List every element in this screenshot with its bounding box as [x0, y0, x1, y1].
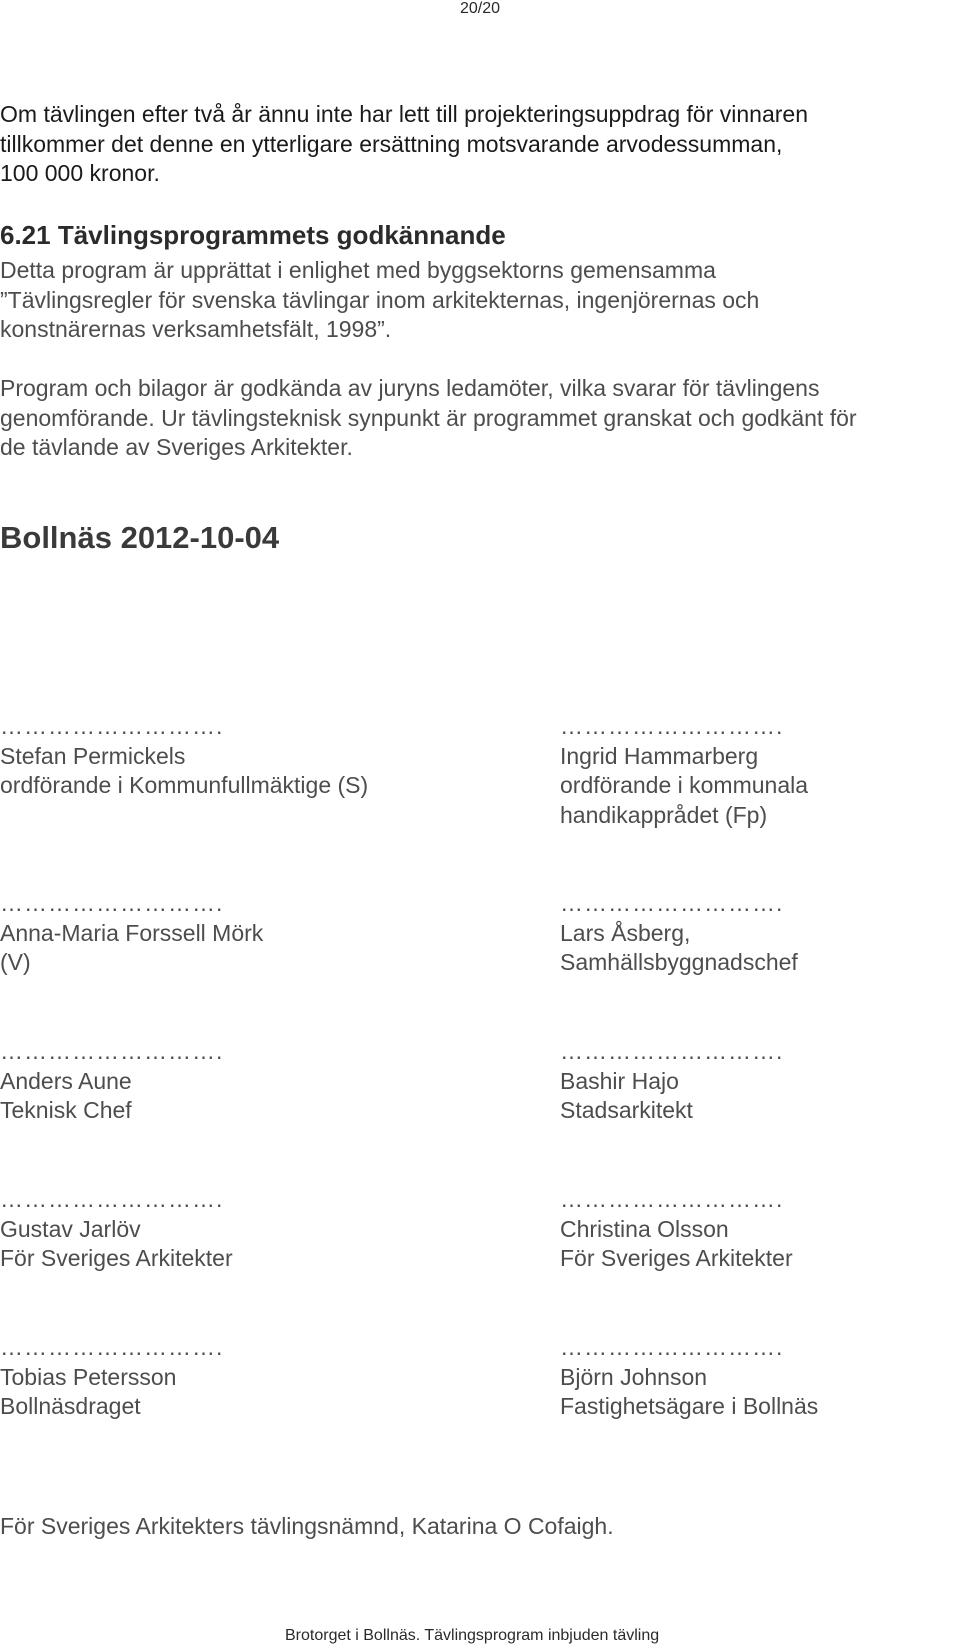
signature-line: ……………………….	[560, 890, 784, 916]
signatory-role: Teknisk Chef	[0, 1097, 132, 1123]
signatory-role: handikapprådet (Fp)	[560, 801, 768, 828]
signatory-name: Anders Aune	[0, 1067, 132, 1094]
jury-paragraph	[0, 374, 940, 463]
signatory-role: Stadsarkitekt	[560, 1097, 693, 1123]
signatory-role: ordförande i kommunala	[560, 772, 809, 798]
signature-block	[560, 889, 960, 978]
signatory-role: (V)	[0, 949, 31, 975]
signatory-name: Christina Olsson	[560, 1215, 729, 1242]
signatory-name: Gustav Jarlöv	[0, 1215, 141, 1242]
signature-line: ……………………….	[0, 890, 224, 916]
paragraph-line: konstnärernas verksamhetsfält, 1998”.	[0, 316, 392, 342]
signatory-role: Bollnäsdraget	[0, 1393, 141, 1419]
signature-block	[0, 889, 420, 978]
signature-line: ……………………….	[560, 1186, 784, 1212]
place-date: Bollnäs 2012-10-04	[0, 520, 280, 555]
signature-block	[560, 1037, 960, 1126]
signatory-role: Fastighetsägare i Bollnäs	[560, 1393, 819, 1419]
paragraph-line: de tävlande av Sveriges Arkitekter.	[0, 434, 353, 460]
signature-line: ……………………….	[0, 1334, 224, 1360]
paragraph-line: Program och bilagor är godkända av juryns ledamöter, vilka svarar för tävlingens	[0, 375, 820, 401]
intro-line: Om tävlingen efter två år ännu inte har lett till projekteringsuppdrag för vinnaren	[0, 101, 808, 127]
signatory-name: Stefan Permickels	[0, 742, 186, 769]
signature-line: ……………………….	[0, 713, 224, 739]
signature-block	[560, 1333, 960, 1422]
signatory-name: Tobias Petersson	[0, 1363, 177, 1390]
page-footer: Brotorget i Bollnäs. Tävlingsprogram inbjuden tävling	[285, 1627, 660, 1644]
page-number: 20/20	[459, 0, 501, 17]
signatory-role: För Sveriges Arkitekter	[0, 1245, 233, 1271]
intro-line: tillkommer det denne en ytterligare ersättning motsvarande arvodessumman,	[0, 130, 783, 157]
signatory-name: Björn Johnson	[560, 1363, 708, 1390]
signature-block	[0, 1333, 420, 1422]
approval-paragraph	[0, 256, 940, 345]
intro-paragraph	[0, 100, 940, 189]
signatory-name: Bashir Hajo	[560, 1067, 679, 1094]
paragraph-line: Detta program är upprättat i enlighet med byggsektorns gemensamma	[0, 257, 716, 283]
signature-line: ……………………….	[560, 713, 784, 739]
signatory-role: ordförande i Kommunfullmäktige (S)	[0, 772, 369, 798]
signatory-role: Samhällsbyggnadschef	[560, 949, 798, 975]
signatory-name: Ingrid Hammarberg	[560, 742, 759, 769]
signature-line: ……………………….	[560, 1334, 784, 1360]
section-heading: 6.21 Tävlingsprogrammets godkännande	[0, 220, 506, 250]
signature-line: ……………………….	[0, 1038, 224, 1064]
signature-block	[560, 712, 960, 830]
signatory-name: Lars Åsberg,	[560, 919, 691, 946]
signature-line: ……………………….	[560, 1038, 784, 1064]
paragraph-line: genomförande. Ur tävlingsteknisk synpunkt är programmet granskat och godkänt för	[0, 404, 857, 431]
signature-block	[0, 1185, 420, 1274]
closing-statement: För Sveriges Arkitekters tävlingsnämnd, Katarina O Cofaigh.	[0, 1513, 614, 1539]
intro-line: 100 000 kronor.	[0, 160, 160, 186]
signature-block	[0, 712, 420, 801]
paragraph-line: ”Tävlingsregler för svenska tävlingar inom arkitekternas, ingenjörernas och	[0, 286, 760, 313]
signatory-role: För Sveriges Arkitekter	[560, 1245, 793, 1271]
signature-block	[0, 1037, 420, 1126]
signature-line: ……………………….	[0, 1186, 224, 1212]
signatory-name: Anna-Maria Forssell Mörk	[0, 919, 264, 946]
signature-block	[560, 1185, 960, 1274]
